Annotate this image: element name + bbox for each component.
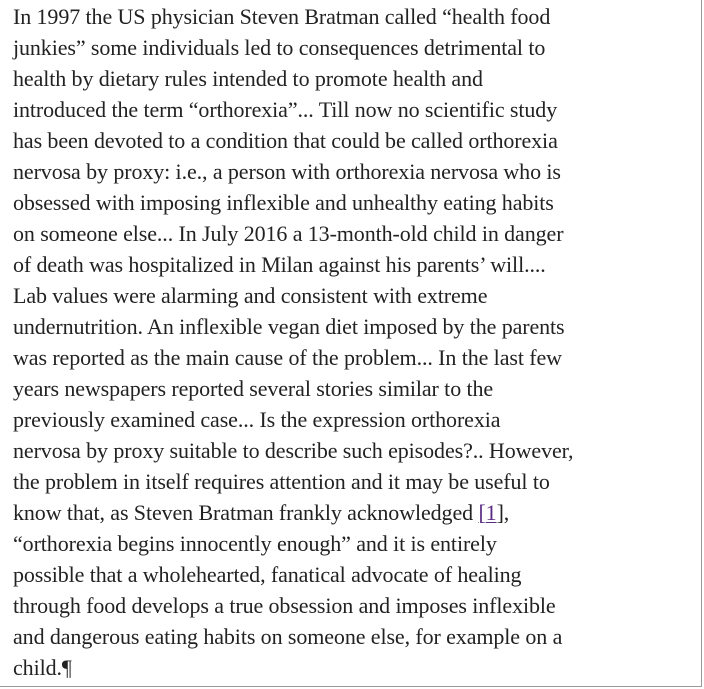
pilcrow-icon: ¶: [61, 655, 72, 680]
paragraph-line: has been devoted to a condition that could be called orthorexia: [13, 128, 558, 153]
paragraph-line: In 1997 the US physician Steven Bratman called “health food: [13, 4, 551, 29]
paragraph-line: nervosa by proxy: i.e., a person with orthorexia nervosa who is: [13, 159, 561, 184]
paragraph-line-text: know that, as Steven Bratman frankly acknowledged: [13, 500, 479, 525]
citation-number: 1: [485, 500, 497, 525]
paragraph-line: introduced the term “orthorexia”... Till now no scientific study: [13, 97, 558, 122]
paragraph-line: health by dietary rules intended to promote health and: [13, 66, 483, 91]
paragraph-line: undernutrition. An inflexible vegan diet imposed by the parents: [13, 314, 565, 339]
paragraph-line: was reported as the main cause of the problem... In the last few: [13, 345, 562, 370]
paragraph-line: junkies” some individuals led to consequences detrimental to: [13, 35, 546, 60]
paragraph-line: Lab values were alarming and consistent with extreme: [13, 283, 488, 308]
paragraph-line-with-citation: [13, 497, 509, 528]
paragraph-line: nervosa by proxy suitable to describe such episodes?.. However,: [13, 438, 574, 463]
paragraph-line: possible that a wholehearted, fanatical advocate of healing: [13, 562, 522, 587]
paragraph-line: previously examined case... Is the expression orthorexia: [13, 407, 501, 432]
paragraph-line: on someone else... In July 2016 a 13-month-old child in danger: [13, 221, 564, 246]
paragraph-line-text: child.: [13, 655, 62, 680]
paragraph-line: through food develops a true obsession and imposes inflexible: [13, 593, 556, 618]
citation-close-bracket: ],: [496, 500, 510, 525]
paragraph-line: years newspapers reported several stories similar to the: [13, 376, 494, 401]
citation-open-bracket: [: [478, 500, 486, 525]
citation-link[interactable]: [478, 500, 496, 525]
paragraph-line: the problem in itself requires attention and it may be useful to: [13, 469, 550, 494]
paragraph-line: of death was hospitalized in Milan against his parents’ will....: [13, 252, 546, 277]
paragraph-line: “orthorexia begins innocently enough” and it is entirely: [13, 531, 497, 556]
paragraph-line: obsessed with imposing inflexible and unhealthy eating habits: [13, 190, 554, 215]
paragraph-last-line: [13, 652, 72, 683]
paragraph-line: and dangerous eating habits on someone else, for example on a: [13, 624, 563, 649]
